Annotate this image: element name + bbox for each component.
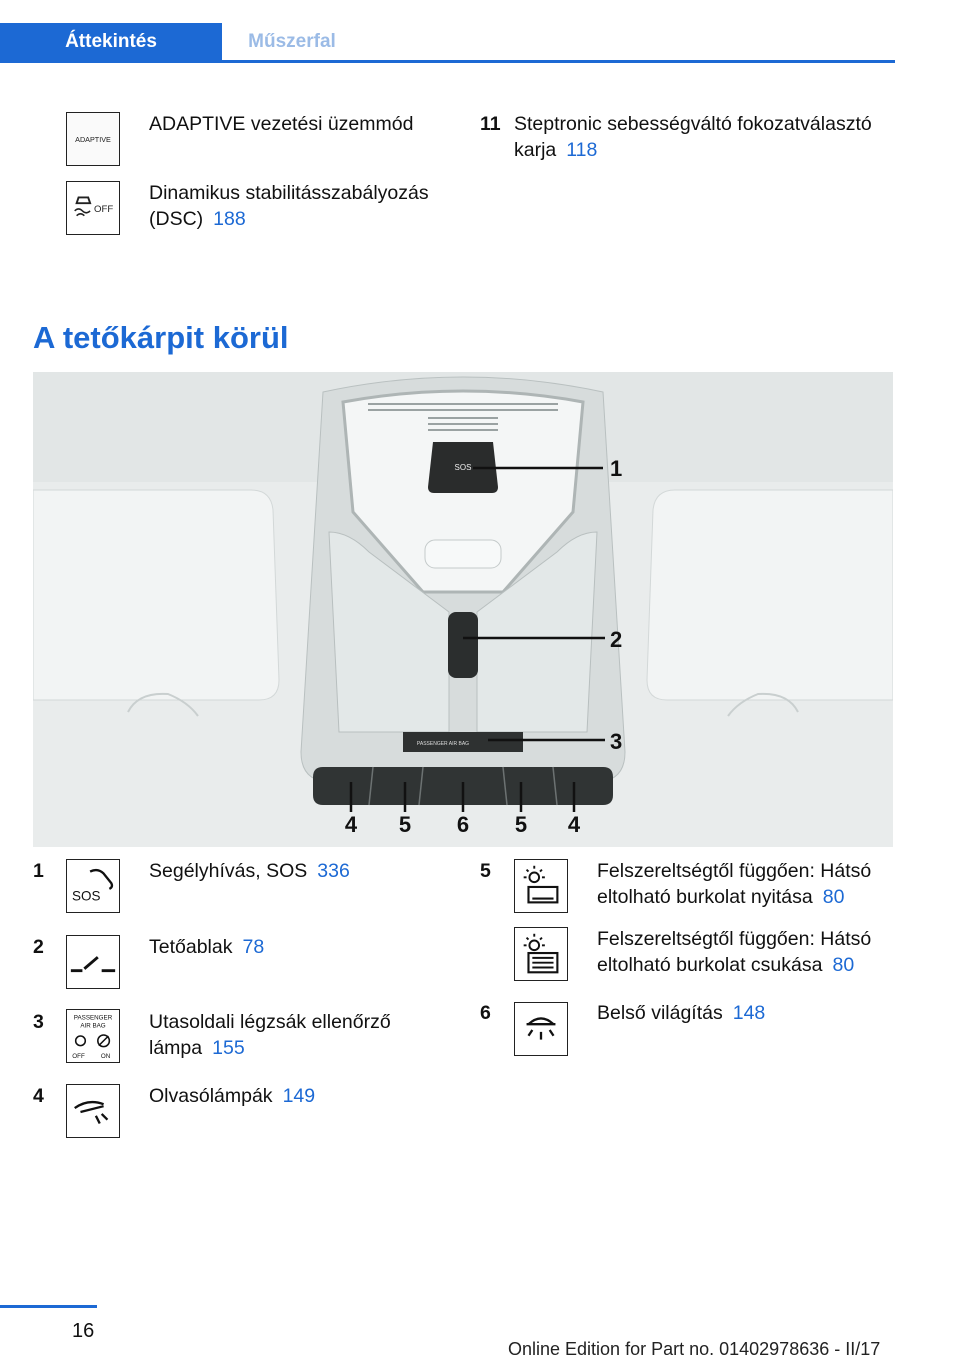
- legend-item-1: [149, 858, 449, 884]
- legend-label: Felszereltségtől függően: Hátsó eltolható burkolat csukása: [597, 928, 872, 976]
- legend-page-ref[interactable]: 148: [732, 1002, 766, 1024]
- adaptive-label: ADAPTIVE vezetési üzemmód: [149, 113, 414, 135]
- sos-icon: [66, 859, 120, 913]
- footer-rule: [0, 1305, 97, 1308]
- legend-page-ref[interactable]: 80: [822, 886, 845, 908]
- legend-label: Olvasólámpák: [149, 1085, 273, 1107]
- svg-text:SOS: SOS: [72, 888, 101, 904]
- legend-label: Belső világítás: [597, 1002, 723, 1024]
- legend-label: Utasoldali légzsák ellenőrző lámpa: [149, 1011, 391, 1059]
- headliner-illustration: [33, 372, 893, 847]
- legend-item-6: [597, 1000, 897, 1026]
- item-11-label: [514, 111, 894, 163]
- callout-6: 6: [456, 812, 470, 837]
- svg-text:PASSENGER AIR BAG: PASSENGER AIR BAG: [416, 741, 470, 747]
- legend-number: 4: [33, 1085, 44, 1107]
- svg-text:ADAPTIVE: ADAPTIVE: [75, 134, 111, 144]
- legend-page-ref[interactable]: 336: [317, 860, 350, 882]
- dsc-page-ref[interactable]: 188: [213, 208, 246, 230]
- legend-item-5-close: [597, 926, 897, 978]
- svg-text:PASSENGER: PASSENGER: [73, 1014, 113, 1022]
- tab-dashboard[interactable]: Műszerfal: [248, 31, 336, 52]
- item-11-label-text: Steptronic sebességváltó fokozatválasztó karja: [514, 113, 872, 161]
- legend-item-3: [149, 1009, 419, 1061]
- interior-light-icon: [514, 1002, 568, 1056]
- legend-page-ref[interactable]: 149: [282, 1085, 316, 1107]
- legend-item-5-open: [597, 858, 897, 910]
- callout-4-right: 4: [567, 812, 581, 837]
- item-11-number: 11: [480, 113, 501, 135]
- passenger-airbag-icon: [66, 1009, 120, 1063]
- item-11-page-ref[interactable]: 118: [566, 139, 598, 161]
- svg-text:ON: ON: [100, 1053, 111, 1061]
- legend-page-ref[interactable]: 78: [242, 936, 265, 958]
- page-number: 16: [72, 1320, 95, 1342]
- legend-page-ref[interactable]: 80: [832, 954, 855, 976]
- callout-3: 3: [610, 729, 623, 754]
- edition-text: Online Edition for Part no. 01402978636 - II/17: [508, 1339, 881, 1359]
- dsc-label-text: Dinamikus stabilitásszabályozás (DSC): [149, 182, 429, 230]
- legend-label: Tetőablak: [149, 936, 233, 958]
- legend-number: 1: [33, 860, 44, 882]
- callout-2: 2: [610, 627, 623, 652]
- svg-text:AIR BAG: AIR BAG: [80, 1022, 106, 1030]
- svg-text:SOS: SOS: [454, 463, 472, 472]
- legend-number: 5: [480, 860, 491, 882]
- callout-5-right: 5: [514, 812, 528, 837]
- tab-bar: [0, 23, 895, 63]
- callout-4-left: 4: [344, 812, 358, 837]
- legend-item-4: [149, 1083, 449, 1109]
- svg-text:OFF: OFF: [93, 203, 114, 215]
- legend-label: Felszereltségtől függően: Hátsó eltolható burkolat nyitása: [597, 860, 872, 908]
- rear-cover-close-icon: [514, 927, 568, 981]
- tab-overview[interactable]: Áttekintés: [0, 23, 222, 60]
- legend-number: 2: [33, 936, 44, 958]
- sunroof-icon: [66, 935, 120, 989]
- callout-1: 1: [610, 456, 623, 481]
- legend-number: 6: [480, 1002, 491, 1024]
- section-heading: A tetőkárpit körül: [33, 320, 289, 355]
- legend-label: Segélyhívás, SOS: [149, 860, 308, 882]
- dsc-label: [149, 180, 449, 232]
- adaptive-icon: [66, 112, 120, 166]
- legend-page-ref[interactable]: 155: [212, 1037, 245, 1059]
- reading-light-icon: [66, 1084, 120, 1138]
- callout-5-left: 5: [398, 812, 412, 837]
- legend-item-2: [149, 934, 449, 960]
- svg-text:OFF: OFF: [72, 1053, 85, 1061]
- legend-number: 3: [33, 1011, 44, 1033]
- dsc-off-icon: [66, 181, 120, 235]
- rear-cover-open-icon: [514, 859, 568, 913]
